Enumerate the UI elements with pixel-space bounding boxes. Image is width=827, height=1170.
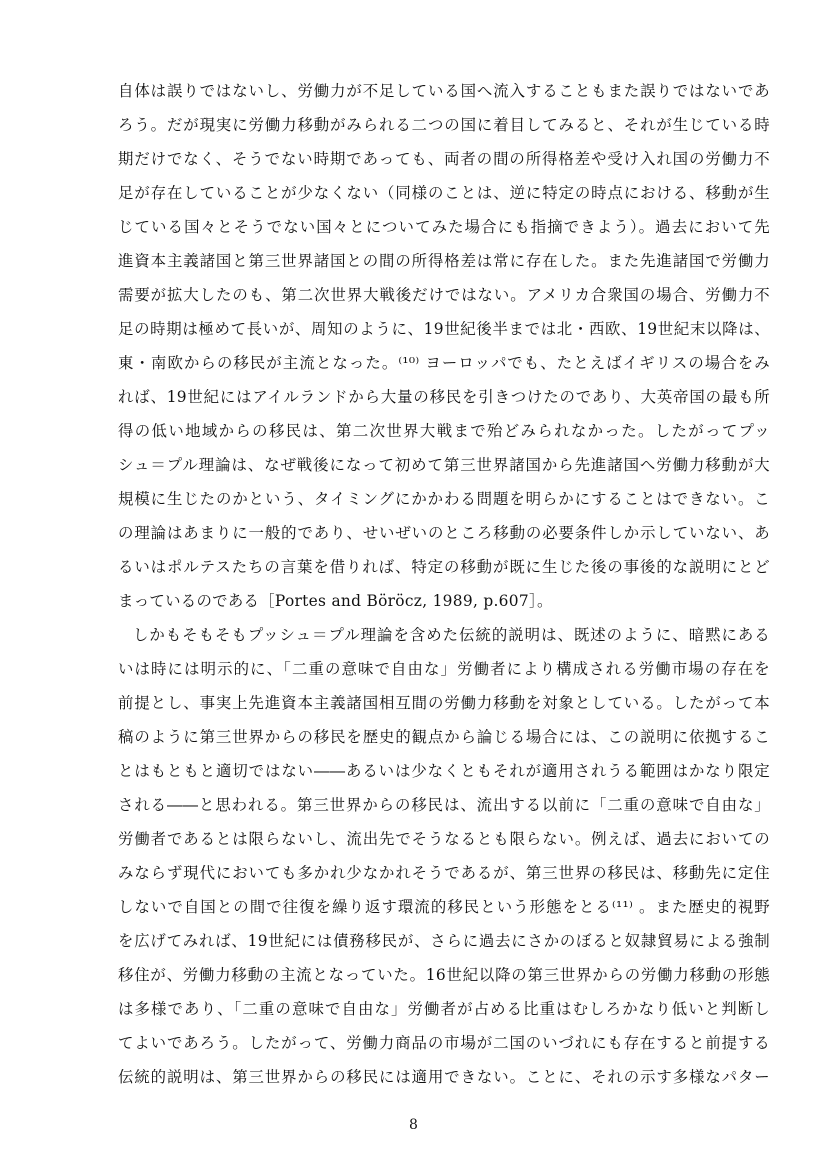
text-line: を広げてみれば、19世紀には債務移民が、さらに過去にさかのぼると奴隷貿易による強制	[118, 932, 770, 950]
text-line: 期だけでなく、そうでない時期であっても、両者の間の所得格差や受け入れ国の労働力不	[118, 150, 770, 168]
text-line: 伝統的説明は、第三世界からの移民には適用できない。ことに、それの示す多様なパター	[118, 1068, 770, 1086]
text-line: いは時には明示的に、「二重の意味で自由な」労働者により構成される労働市場の存在を	[118, 660, 770, 678]
text-line: 稿のように第三世界からの移民を歴史的観点から論じる場合には、この説明に依拠するこ	[118, 728, 770, 746]
text-line: ろう。だが現実に労働力移動がみられる二つの国に着目してみると、それが生じている時	[118, 116, 770, 134]
text-line: 足の時期は極めて長いが、周知のように、19世紀後半までは北・西欧、19世紀末以降は、	[118, 320, 770, 338]
text-line: まっているのである［Portes and Böröcz, 1989, p.607］。	[118, 592, 553, 610]
text-line: 前提とし、事実上先進資本主義諸国相互間の労働力移動を対象としている。したがって本	[118, 694, 770, 712]
text-line: 足が存在していることが少なくない（同様のことは、逆に特定の時点における、移動が生	[118, 184, 770, 202]
text-line: 東・南欧からの移民が主流となった。⁽¹⁰⁾ ヨーロッパでも、たとえばイギリスの場合をみ	[118, 354, 770, 372]
text-line: の理論はあまりに一般的であり、せいぜいのところ移動の必要条件しか示していない、あ	[118, 524, 770, 542]
text-line: 移住が、労働力移動の主流となっていた。16世紀以降の第三世界からの労働力移動の形態	[118, 966, 770, 984]
text-line: みならず現代においても多かれ少なかれそうであるが、第三世界の移民は、移動先に定住	[118, 864, 770, 882]
text-line: てよいであろう。したがって、労働力商品の市場が二国のいづれにも存在すると前提する	[118, 1034, 770, 1052]
text-line: 規模に生じたのかという、タイミングにかかわる問題を明らかにすることはできない。こ	[118, 490, 770, 508]
text-line: 得の低い地域からの移民は、第二次世界大戦まで殆どみられなかった。したがってプッ	[118, 422, 770, 440]
text-line: シュ＝プル理論は、なぜ戦後になって初めて第三世界諸国から先進諸国へ労働力移動が大	[118, 456, 770, 474]
text-line: 需要が拡大したのも、第二次世界大戦後だけではない。アメリカ合衆国の場合、労働力不	[118, 286, 770, 304]
page-number: 8	[409, 1117, 418, 1133]
text-line: るいはポルテスたちの言葉を借りれば、特定の移動が既に生じた後の事後的な説明にとど	[118, 558, 770, 576]
text-line: しないで自国との間で往復を繰り返す環流的移民という形態をとる⁽¹¹⁾ 。また歴史的視野	[118, 898, 770, 916]
text-line: 労働者であるとは限らないし、流出先でそうなるとも限らない。例えば、過去においての	[118, 830, 770, 848]
text-line: 自体は誤りではないし、労働力が不足している国へ流入することもまた誤りではないであ	[118, 82, 770, 100]
text-line: は多様であり、「二重の意味で自由な」労働者が占める比重はむしろかなり低いと判断し	[118, 1000, 770, 1018]
text-line: じている国々とそうでない国々とについてみた場合にも指摘できよう）。過去において先	[118, 218, 770, 236]
text-line: しかもそもそもプッシュ＝プル理論を含めた伝統的説明は、既述のように、暗黙にある	[133, 626, 770, 644]
text-line: される――と思われる。第三世界からの移民は、流出する以前に「二重の意味で自由な」	[118, 796, 770, 814]
text-line: とはもともと適切ではない――あるいは少なくともそれが適用されうる範囲はかなり限定	[118, 762, 770, 780]
text-line: 進資本主義諸国と第三世界諸国との間の所得格差は常に存在した。また先進諸国で労働力	[118, 252, 770, 270]
text-line: れば、19世紀にはアイルランドから大量の移民を引きつけたのであり、大英帝国の最も所	[118, 388, 770, 406]
